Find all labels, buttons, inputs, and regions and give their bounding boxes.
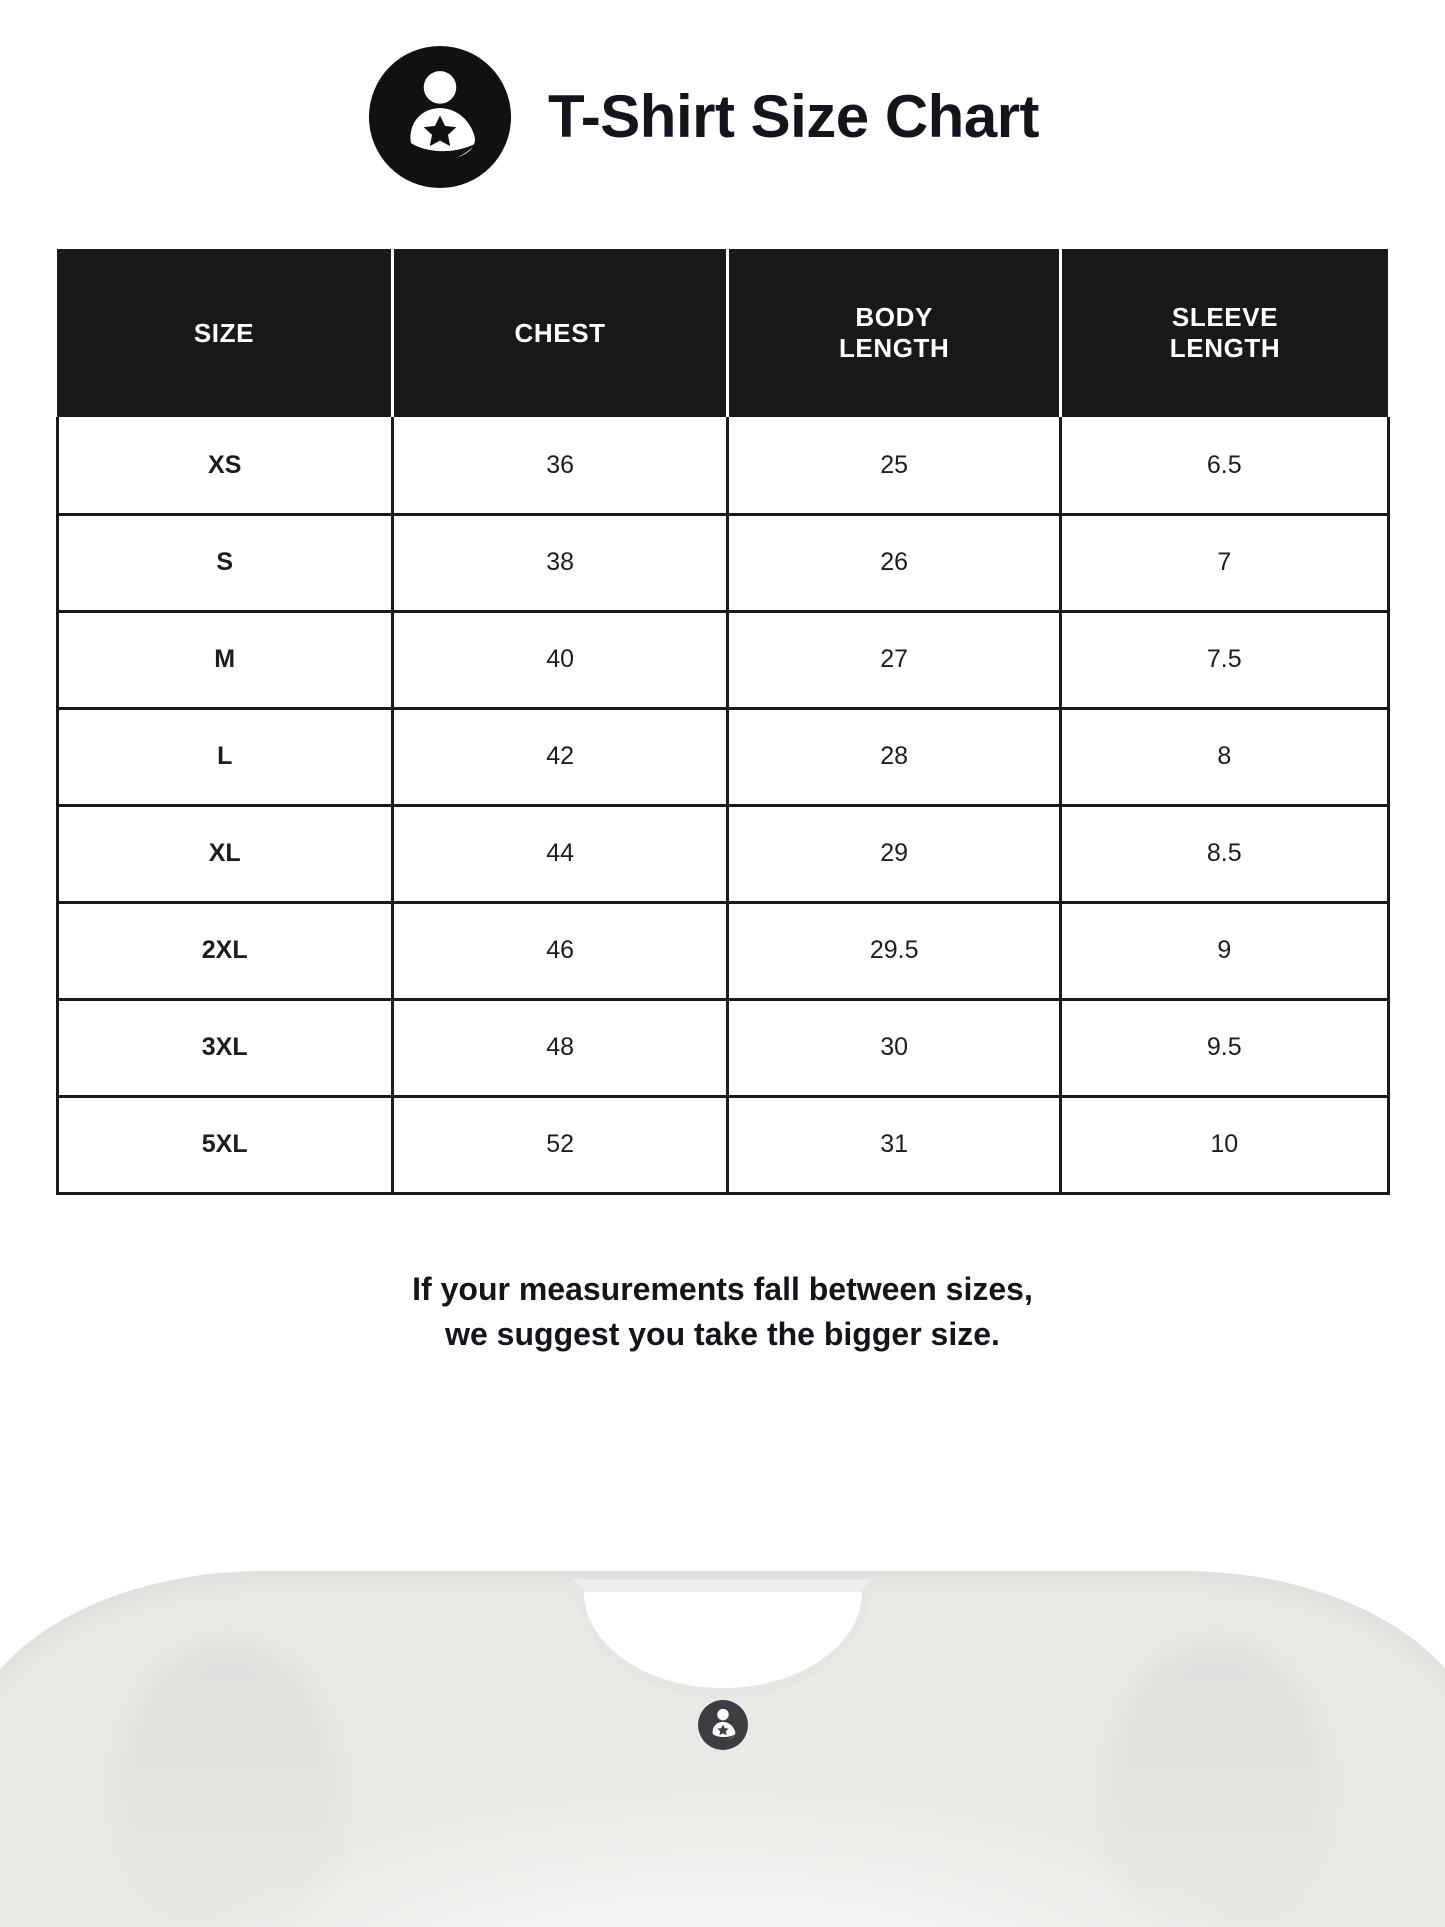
sizing-note-line-1: If your measurements fall between sizes,	[412, 1270, 1033, 1307]
cell-sleeve-length: 9.5	[1061, 999, 1388, 1096]
cell-size: 2XL	[57, 902, 392, 999]
cell-body-length: 31	[728, 1096, 1061, 1193]
size-chart-container	[28, 249, 1418, 1195]
cell-size: 3XL	[57, 999, 392, 1096]
cell-body-length: 27	[728, 611, 1061, 708]
page-header	[0, 0, 1445, 191]
cell-body-length: 25	[728, 417, 1061, 514]
cell-sleeve-length: 7	[1061, 514, 1388, 611]
cell-chest: 44	[392, 805, 727, 902]
cell-size: 5XL	[57, 1096, 392, 1193]
table-row	[57, 1096, 1388, 1193]
column-header-chest: CHEST	[392, 249, 727, 417]
table-body	[57, 417, 1388, 1193]
cell-size: XS	[57, 417, 392, 514]
shirt-chest-logo-icon	[697, 1699, 749, 1751]
cell-chest: 42	[392, 708, 727, 805]
size-chart-table	[56, 249, 1390, 1195]
cell-size: XL	[57, 805, 392, 902]
cell-sleeve-length: 8.5	[1061, 805, 1388, 902]
sizing-note-line-2: we suggest you take the bigger size.	[445, 1316, 1000, 1353]
tshirt-body	[0, 1571, 1445, 1927]
page-title: T-Shirt Size Chart	[547, 83, 1040, 151]
table-row	[57, 999, 1388, 1096]
tshirt-collar-opening	[584, 1592, 862, 1688]
cell-body-length: 30	[728, 999, 1061, 1096]
tshirt-collar	[573, 1579, 873, 1699]
cell-chest: 36	[392, 417, 727, 514]
table-row	[57, 514, 1388, 611]
table-row	[57, 902, 1388, 999]
cell-sleeve-length: 7.5	[1061, 611, 1388, 708]
tshirt-shadow-right	[1103, 1641, 1333, 1927]
tshirt-shadow-left	[113, 1641, 343, 1927]
table-header-row	[57, 249, 1388, 417]
cell-body-length: 29.5	[728, 902, 1061, 999]
cell-chest: 40	[392, 611, 727, 708]
cell-chest: 52	[392, 1096, 727, 1193]
cell-sleeve-length: 10	[1061, 1096, 1388, 1193]
cell-sleeve-length: 8	[1061, 708, 1388, 805]
table-row	[57, 417, 1388, 514]
cell-size: S	[57, 514, 392, 611]
cell-size: L	[57, 708, 392, 805]
cell-sleeve-length: 6.5	[1061, 417, 1388, 514]
table-row	[57, 708, 1388, 805]
tshirt-photo	[0, 1547, 1445, 1927]
table-row	[57, 805, 1388, 902]
column-header-body-length: BODY LENGTH	[728, 249, 1061, 417]
cell-body-length: 29	[728, 805, 1061, 902]
sizing-note	[173, 1267, 1273, 1358]
brand-person-logo-icon	[366, 43, 514, 191]
cell-sleeve-length: 9	[1061, 902, 1388, 999]
column-header-size: SIZE	[57, 249, 392, 417]
cell-size: M	[57, 611, 392, 708]
table-row	[57, 611, 1388, 708]
cell-chest: 46	[392, 902, 727, 999]
cell-body-length: 26	[728, 514, 1061, 611]
cell-chest: 48	[392, 999, 727, 1096]
cell-body-length: 28	[728, 708, 1061, 805]
cell-chest: 38	[392, 514, 727, 611]
column-header-sleeve-length: SLEEVE LENGTH	[1061, 249, 1388, 417]
